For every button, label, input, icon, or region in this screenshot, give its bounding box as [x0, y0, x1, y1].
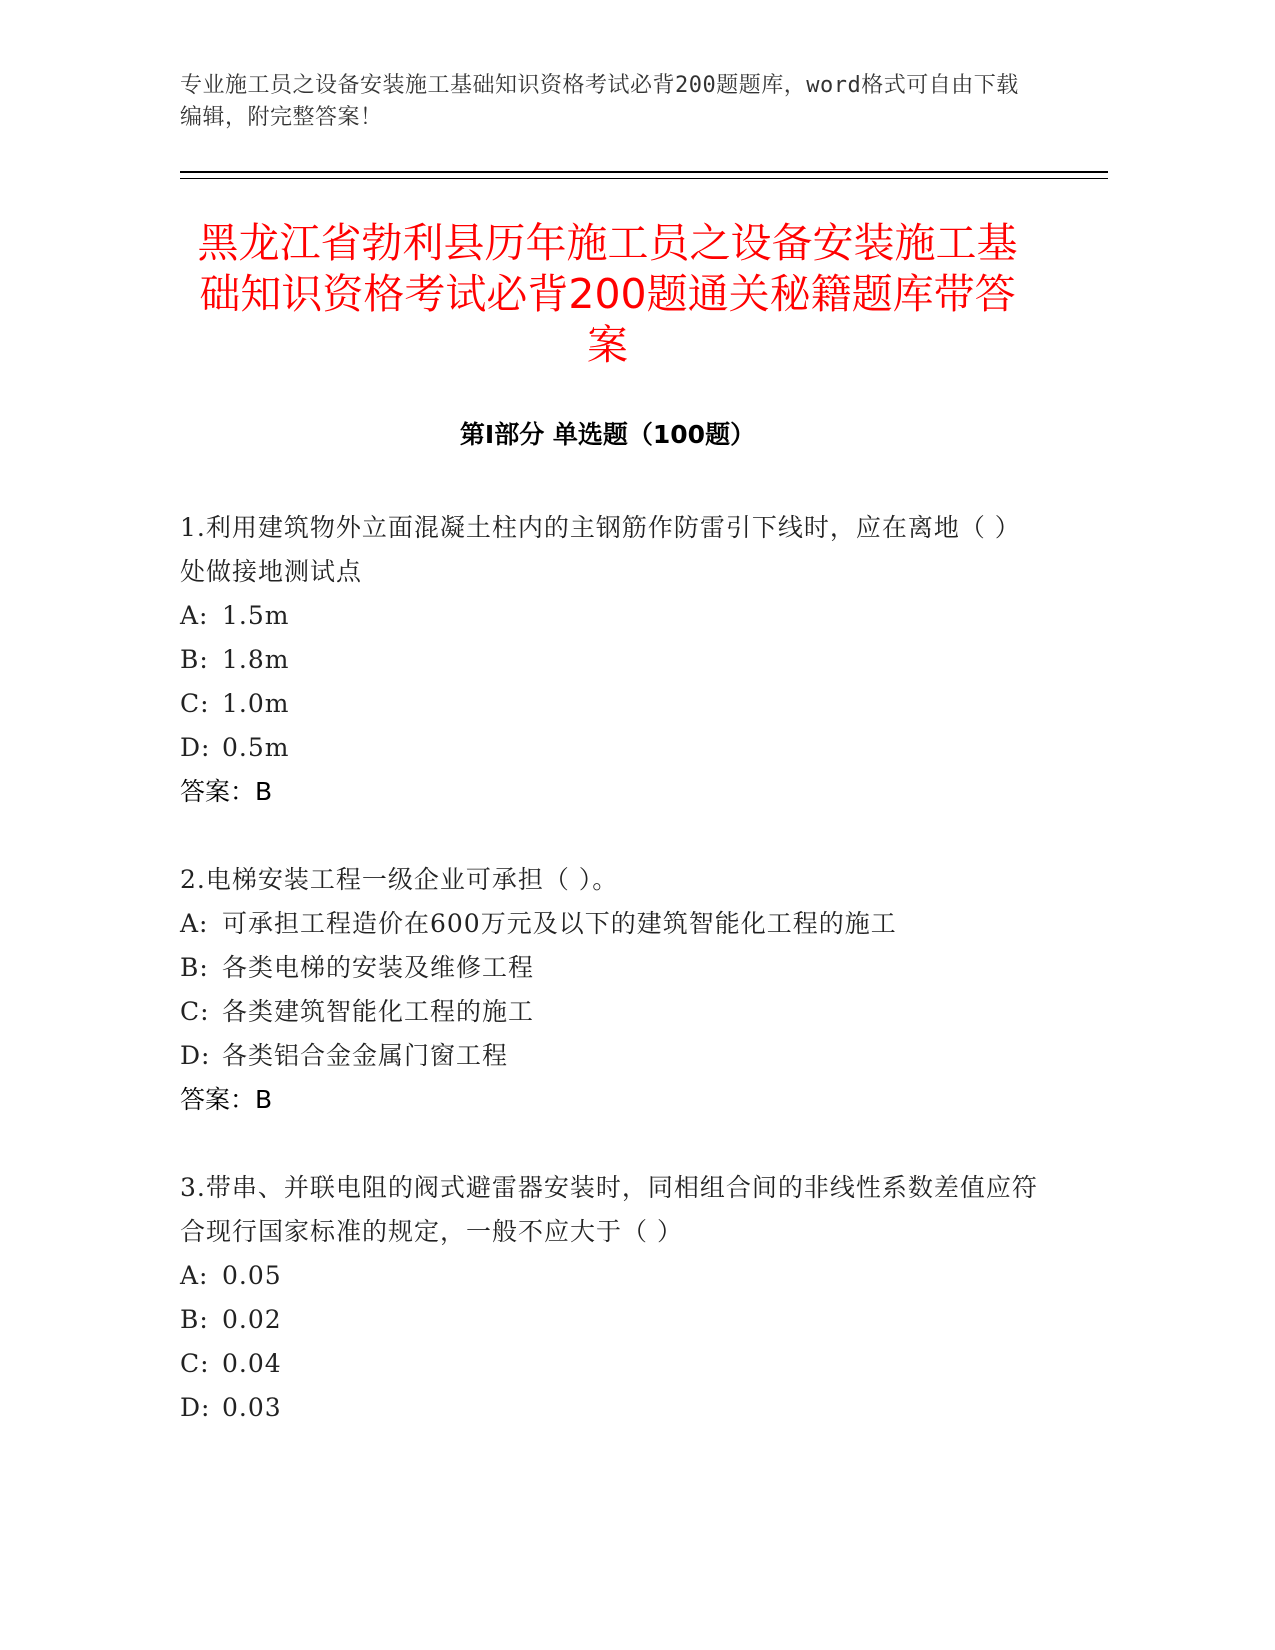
option-text: 各类电梯的安装及维修工程 — [222, 953, 535, 982]
option-text: 0.03 — [222, 1393, 282, 1422]
option-key: A: — [180, 601, 209, 630]
option-text: 1.0m — [222, 689, 290, 718]
option-text: 1.5m — [222, 601, 290, 630]
option-d — [180, 1386, 1040, 1430]
option-key: B: — [180, 1305, 209, 1334]
question-answer: 答案：B — [180, 777, 273, 806]
question-answer: 答案：B — [180, 1085, 273, 1114]
question-stem: 3.带串、并联电阻的阀式避雷器安装时，同相组合间的非线性系数差值应符合现行国家标准的规定，一般不应大于（ ） — [180, 1173, 1038, 1246]
option-key: A: — [180, 909, 209, 938]
question-2 — [180, 858, 1040, 1122]
header-note: 专业施工员之设备安装施工基础知识资格考试必背200题题库，word格式可自由下载编辑，附完整答案！ — [180, 73, 1019, 130]
option-key: D: — [180, 733, 211, 762]
option-key: C: — [180, 1349, 210, 1378]
option-key: C: — [180, 997, 210, 1026]
option-text: 0.05 — [222, 1261, 282, 1290]
option-b — [180, 638, 1040, 682]
option-c — [180, 990, 1040, 1034]
question-stem: 1.利用建筑物外立面混凝土柱内的主钢筋作防雷引下线时，应在离地（ ）处做接地测试点 — [180, 513, 1021, 586]
option-text: 各类建筑智能化工程的施工 — [222, 997, 535, 1026]
section-title: 第Ⅰ部分 单选题（100题） — [459, 420, 756, 449]
option-text: 1.8m — [222, 645, 290, 674]
option-a — [180, 1254, 1040, 1298]
option-text: 0.04 — [222, 1349, 282, 1378]
option-b — [180, 1298, 1040, 1342]
option-c — [180, 1342, 1040, 1386]
option-key: B: — [180, 645, 209, 674]
option-b — [180, 946, 1040, 990]
option-text: 0.02 — [222, 1305, 282, 1334]
option-a — [180, 594, 1040, 638]
option-d — [180, 1034, 1040, 1078]
option-text: 各类铝合金金属门窗工程 — [222, 1041, 509, 1070]
option-key: D: — [180, 1393, 211, 1422]
header-divider-thick — [180, 171, 1108, 173]
option-key: D: — [180, 1041, 211, 1070]
option-key: B: — [180, 953, 209, 982]
option-text: 可承担工程造价在600万元及以下的建筑智能化工程的施工 — [222, 909, 897, 938]
document-title: 黑龙江省勃利县历年施工员之设备安装施工基础知识资格考试必背200题通关秘籍题库带答案 — [197, 219, 1018, 369]
option-d — [180, 726, 1040, 770]
option-a — [180, 902, 1040, 946]
option-key: C: — [180, 689, 210, 718]
header-divider-thin — [180, 178, 1108, 179]
option-c — [180, 682, 1040, 726]
question-1 — [180, 506, 1040, 814]
question-list — [180, 506, 1040, 1474]
option-key: A: — [180, 1261, 209, 1290]
option-text: 0.5m — [222, 733, 290, 762]
question-stem: 2.电梯安装工程一级企业可承担（ ）。 — [180, 865, 619, 894]
question-3 — [180, 1166, 1040, 1430]
